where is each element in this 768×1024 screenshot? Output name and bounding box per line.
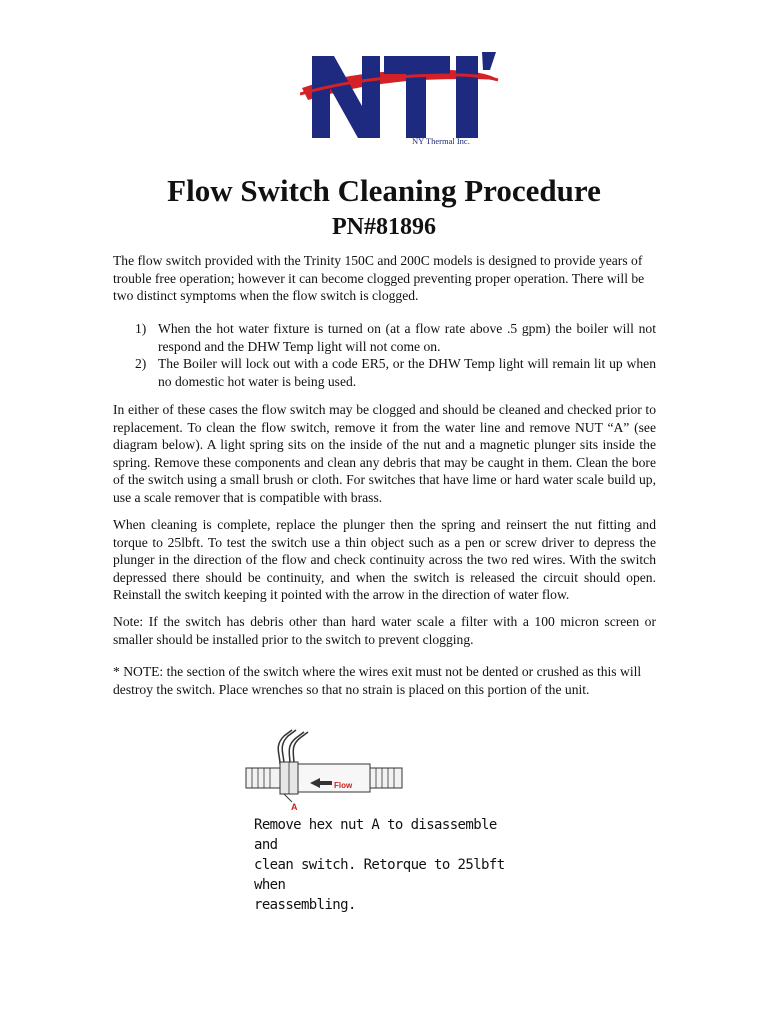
list-number: 1)	[135, 321, 147, 336]
warning-note-paragraph: * NOTE: the section of the switch where the wires exit must not be dented or crushed as this will destroy the switch. Place wrenches so that no strain is placed on this portion of the unit.	[113, 664, 642, 697]
testing-paragraph: When cleaning is complete, replace the plunger then the spring and reinsert the nut fitting and torque to 25lbft. To test the switch use a thin object such as a pen or screw driver to depress the plunger in the direction of the flow and check continuity across the two red wires. With the switch depressed there should be continuity, and when the switch is released the circuit should open. Reinstall the switch keeping it pointed with the arrow in the direction of water flow.	[113, 517, 656, 603]
document-title: Flow Switch Cleaning Procedure	[167, 173, 601, 208]
flow-label: Flow	[334, 781, 353, 790]
caption-line: Remove hex nut A to disassemble and	[254, 817, 497, 853]
symptoms-list	[113, 320, 656, 390]
list-text: When the hot water fixture is turned on (at a flow rate above .5 gpm) the boiler will not respond and the DHW Temp light will not come on.	[158, 321, 656, 354]
list-item	[113, 355, 656, 390]
intro-paragraph: The flow switch provided with the Trinity 150C and 200C models is designed to provide years of trouble free operation; however it can become clogged preventing proper operation. There will be two distinct symptoms when the flow switch is clogged.	[113, 253, 645, 304]
nti-logo	[300, 48, 500, 148]
list-number: 2)	[135, 356, 147, 372]
cleaning-paragraph: In either of these cases the flow switch may be clogged and should be cleaned and checked prior to replacement. To clean the flow switch, remove it from the water line and remove NUT “A” (see diagram below). A light spring sits on the inside of the nut and a magnetic plunger sits inside the spring. Remove these components and clean any debris that may be caught in them. Clean the bore of the switch using a small brush or cloth. For switches that have lime or hard water scale build up, use a scale remover that is compatible with brass.	[113, 402, 656, 505]
part-number: PN#81896	[332, 214, 436, 240]
nti-logo-graphic	[300, 48, 500, 148]
diagram-caption	[254, 815, 514, 915]
caption-line: clean switch. Retorque to 25lbft when	[254, 857, 505, 893]
list-item	[113, 320, 656, 355]
caption-line: reassembling.	[254, 897, 356, 913]
list-text: The Boiler will lock out with a code ER5, or the DHW Temp light will remain lit up when no domestic hot water is being used.	[158, 356, 656, 389]
flow-switch-graphic	[236, 726, 411, 811]
company-name: NY Thermal Inc.	[412, 136, 470, 146]
flow-switch-diagram	[236, 726, 411, 811]
filter-note-paragraph: Note: If the switch has debris other than hard water scale a filter with a 100 micron screen or smaller should be installed prior to the switch to prevent clogging.	[113, 614, 656, 647]
nti-brand-text	[300, 148, 301, 149]
nut-label: A	[291, 802, 298, 811]
